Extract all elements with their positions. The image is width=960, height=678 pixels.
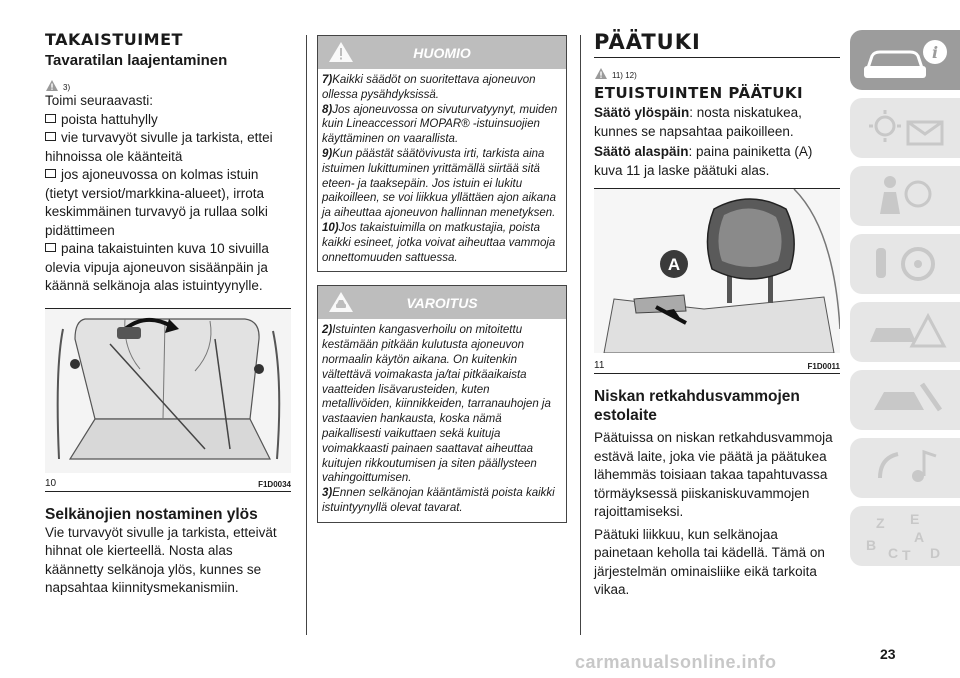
subsection-title: ETUISTUINTEN PÄÄTUKI (594, 84, 804, 102)
tab-car-info[interactable] (850, 30, 960, 90)
column-divider (580, 35, 581, 635)
paragraph: Päätuissa on niskan retkahdusvammoja estävä laite, joka vie päätä ja päätukea lähemmäs toisiaan takaa tapahtuvassa törmäyksessä piiskaniskuvammojen rajoittamiseksi. (594, 430, 833, 519)
subsection-title: Selkänojien nostaminen ylös (45, 505, 258, 523)
tab-multimedia[interactable] (850, 438, 960, 498)
column-divider (306, 35, 307, 635)
figure-10 (45, 309, 291, 489)
svg-text:C: C (888, 545, 899, 561)
figure-11 (594, 189, 840, 371)
callout-label: A (667, 255, 681, 274)
svg-text:T: T (902, 547, 911, 563)
bullet-box-icon (45, 132, 56, 141)
note-item: 9)Kun päästät säätövivusta irti, tarkista aina istuimen lukittuminen yrittämällä siirtää sitä eteen- ja taaksepäin. Jos istuin ei lukitu paikoilleen, se voi liikkua yllättäen ajon aikana ja aiheuttaa ajoneuvon hallinnan menetyksen. (322, 147, 556, 220)
svg-text:i: i (931, 43, 939, 62)
list-item: vie turvavyöt sivulle ja tarkista, ettei hihnoissa ole käänteitä (45, 130, 273, 164)
index-letters-icon (850, 506, 960, 566)
list-item: poista hattuhylly (45, 111, 291, 130)
multimedia-icon (850, 438, 960, 498)
bullet-box-icon (45, 169, 56, 178)
tab-accident-warning[interactable] (850, 302, 960, 362)
panel-body (318, 319, 566, 521)
panel-title: HUOMIO (413, 45, 471, 61)
rear-seat-illustration (45, 309, 291, 473)
panel-title: VAROITUS (406, 295, 478, 312)
key-steering-icon (850, 234, 960, 294)
accident-warning-icon (850, 302, 960, 362)
section-title: TAKAISTUIMET (45, 30, 183, 49)
service-tools-icon (850, 370, 960, 430)
middle-column (317, 35, 567, 523)
watermark: carmanualsonline.info (575, 652, 777, 672)
tab-service-tools[interactable] (850, 370, 960, 430)
warning-triangle-icon (594, 67, 608, 80)
figure-number: 11 (594, 360, 605, 371)
reference-number: 3) (63, 83, 71, 92)
reference-number: 11) 12) (612, 71, 637, 80)
tab-dashboard-lights[interactable] (850, 98, 960, 158)
svg-text:E: E (910, 511, 920, 527)
tab-airbag-seatbelt[interactable] (850, 166, 960, 226)
panel-header (318, 286, 566, 319)
warning-triangle-icon (45, 79, 59, 92)
figure-code: F1D0034 (258, 479, 291, 489)
svg-text:D: D (930, 545, 941, 561)
svg-text:A: A (914, 529, 925, 545)
huomio-panel (317, 35, 567, 272)
warning-reference (45, 70, 291, 92)
note-item: 2)Istuinten kangasverhoilu on mitoitettu kestämään pitkään kulutusta ajoneuvon normaalin käytön aikana. On kuitenkin vältettävä voimakasta ja/tai pitkäaikaista vaatteiden lisävarusteiden, kuten metallivöiden, kiinnikkeiden, tarranauhojen ja vastaavien hankausta, koska nämä paikallisesti vaikuttaen sekä kuituja voimakkaasti painaen saattavat aiheuttaa kuitujen rikkoutumisen ja siten päällysteen vahingoittumisen. (322, 324, 551, 485)
paragraph: Säätö alaspäin: paina painiketta (A) kuva 11 ja laske päätuki alas. (594, 144, 813, 178)
note-item: 10)Jos takaistuimilla on matkustajia, poista kaikki esineet, jotka voivat aiheuttaa vammoja onnettomuuden sattuessa. (322, 221, 556, 264)
note-item: 3)Ennen selkänojan kääntämistä poista kaikki istuintyynyllä olevat tavarat. (322, 487, 555, 514)
callout-marker (659, 249, 689, 279)
paragraph: Säätö ylöspäin: nosta niskatukea, kunnes se napsahtaa paikoilleen. (594, 105, 802, 139)
airbag-seatbelt-icon (850, 166, 960, 226)
svg-text:B: B (866, 537, 877, 553)
list-item: paina takaistuinten kuva 10 sivuilla olevia vipuja ajoneuvon sisäänpäin ja käännä selkänoja alas istuintyynylle. (45, 241, 269, 293)
panel-body (318, 69, 566, 271)
left-column (45, 30, 291, 598)
page-number: 23 (880, 646, 896, 662)
note-item: 8)Jos ajoneuvossa on sivuturvatyynyt, muiden kuin Lineaccessori MOPAR® -istuinsuojien käyttäminen on vaarallista. (322, 103, 558, 146)
figure-code: F1D0011 (807, 362, 840, 371)
paragraph: Päätuki liikkuu, kun selkänojaa painetaan keholla tai kädellä. Tämä on järjestelmän ominaisliike eikä tarkoita vikaa. (594, 526, 825, 597)
intro-text: Toimi seuraavasti: (45, 93, 154, 108)
varoitus-panel (317, 285, 567, 522)
figure-number: 10 (45, 477, 57, 489)
dashboard-lights-icon (850, 98, 960, 158)
paragraph: Vie turvavyöt sivulle ja tarkista, etteivät hihnat ole kierteellä. Nosta alas käännetty selkänoja ylös, kunnes se napsahtaa kiinnitysmekanismiin. (45, 524, 277, 595)
bullet-box-icon (45, 114, 56, 123)
panel-header (318, 36, 566, 69)
list-item: jos ajoneuvossa on kolmas istuin (tietyt versiot/markkina-alueet), irrota keskimmäinen turvavyö ja rullaa solki pidättimeen (45, 167, 268, 238)
bullet-box-icon (45, 243, 56, 252)
tab-key-steering[interactable] (850, 234, 960, 294)
car-info-icon (850, 30, 960, 90)
warning-reference (594, 58, 840, 80)
section-title: PÄÄTUKI (594, 30, 701, 54)
subsection-title: Tavaratilan laajentaminen (45, 52, 228, 69)
subsection-title: Niskan retkahdusvammojen estolaite (594, 388, 800, 424)
note-item: 7)Kaikki säädöt on suoritettava ajoneuvon ollessa pysähdyksissä. (322, 74, 536, 101)
tab-index[interactable] (850, 506, 960, 566)
svg-text:Z: Z (876, 515, 885, 531)
headrest-illustration (594, 189, 840, 353)
right-column (594, 30, 840, 600)
